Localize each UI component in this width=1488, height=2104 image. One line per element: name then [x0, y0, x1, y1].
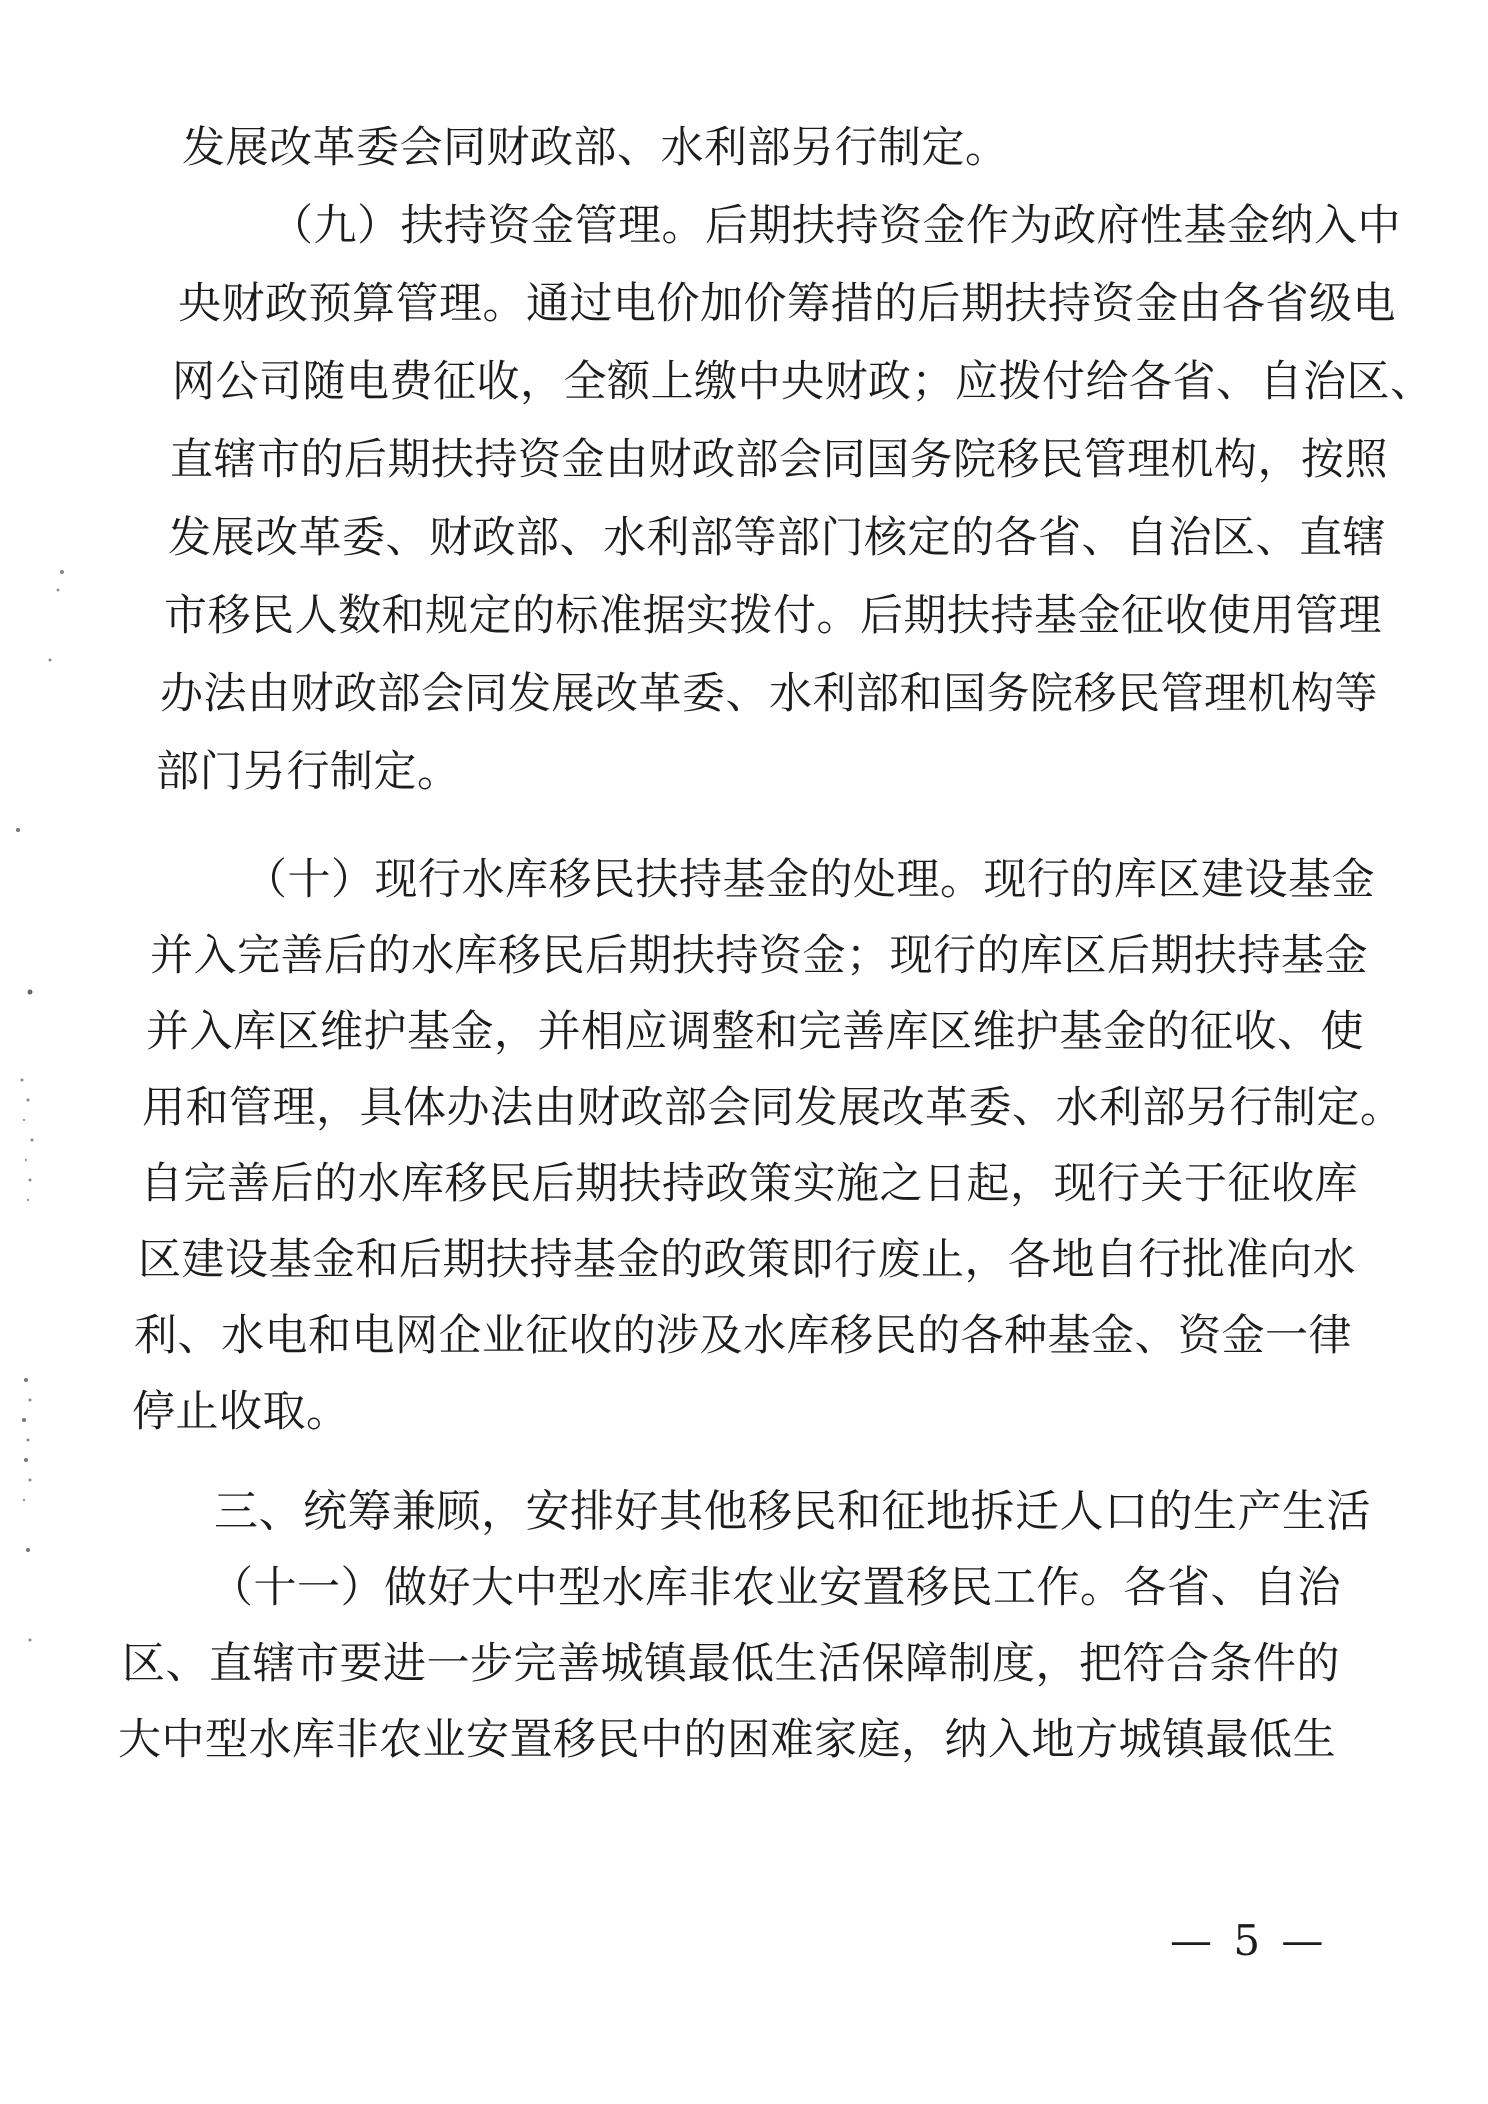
- text-line: 发展改革委、财政部、水利部等部门核定的各省、自治区、直辖: [168, 513, 1386, 563]
- text-line: 直辖市的后期扶持资金由财政部会同国务院移民管理机构，按照: [170, 435, 1388, 485]
- text-line: 市移民人数和规定的标准据实拨付。后期扶持基金征收使用管理: [164, 591, 1382, 641]
- text-line: 网公司随电费征收，全额上缴中央财政；应拨付给各省、自治区、: [172, 357, 1434, 407]
- page-number: — 5 —: [1170, 1916, 1328, 1965]
- text-line: 自完善后的水库移民后期扶持政策实施之日起，现行关于征收库: [140, 1159, 1358, 1209]
- text-line: 区建设基金和后期扶持基金的政策即行废止，各地自行批准向水: [138, 1235, 1356, 1285]
- text-line: （十一）做好大中型水库非农业安置移民工作。各省、自治: [210, 1563, 1341, 1613]
- scan-margin-specks: [0, 0, 80, 2104]
- text-line: 用和管理，具体办法由财政部会同发展改革委、水利部另行制定。: [142, 1083, 1404, 1133]
- text-line: 部门另行制定。: [156, 747, 461, 797]
- text-line: 发展改革委会同财政部、水利部另行制定。: [182, 123, 1009, 173]
- text-line: 停止收取。: [132, 1387, 350, 1437]
- section-heading: 三、统筹兼顾，安排好其他移民和征地拆迁人口的生产生活: [214, 1486, 1371, 1537]
- text-line: 央财政预算管理。通过电价加价筹措的后期扶持资金由各省级电: [178, 279, 1396, 329]
- text-line: （十）现行水库移民扶持基金的处理。现行的库区建设基金: [244, 855, 1375, 905]
- text-line: （九）扶持资金管理。后期扶持资金作为政府性基金纳入中: [270, 201, 1401, 251]
- text-line: 大中型水库非农业安置移民中的困难家庭，纳入地方城镇最低生: [118, 1715, 1336, 1765]
- text-line: 办法由财政部会同发展改革委、水利部和国务院移民管理机构等: [160, 669, 1378, 719]
- text-line: 并入完善后的水库移民后期扶持资金；现行的库区后期扶持基金: [150, 931, 1368, 981]
- text-line: 并入库区维护基金，并相应调整和完善库区维护基金的征收、使: [146, 1007, 1364, 1057]
- text-line: 利、水电和电网企业征收的涉及水库移民的各种基金、资金一律: [134, 1311, 1352, 1361]
- text-line: 区、直辖市要进一步完善城镇最低生活保障制度，把符合条件的: [122, 1639, 1340, 1689]
